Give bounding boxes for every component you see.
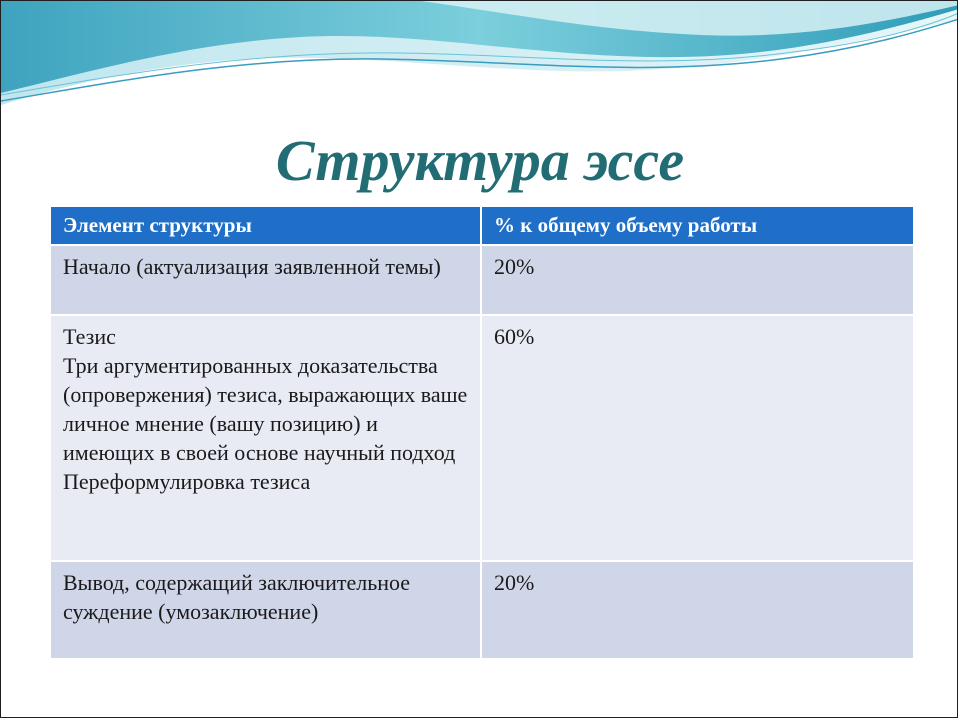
thesis-line: Тезис: [63, 324, 116, 349]
wave-decoration: [1, 1, 958, 111]
percent-cell: 60%: [481, 315, 914, 561]
column-header-percent: % к общему объему работы: [481, 206, 914, 245]
element-cell: Вывод, содержащий заключительное суждение (умозаключение): [50, 561, 481, 659]
percent-cell: 20%: [481, 561, 914, 659]
page-title: Структура эссе: [275, 128, 685, 193]
table-row: [50, 245, 914, 315]
rephrase-line: Переформулировка тезиса: [63, 469, 311, 494]
table-header-row: [50, 206, 914, 245]
element-cell: Начало (актуализация заявленной темы): [50, 245, 481, 315]
table-row: [50, 561, 914, 659]
column-header-element: Элемент структуры: [50, 206, 481, 245]
arguments-line: Три аргументированных доказательства (опровержения) тезиса, выражающих ваше личное мнение (вашу позицию) и имеющих в своей основе научный подход: [63, 353, 468, 465]
percent-cell: 20%: [481, 245, 914, 315]
element-cell: [50, 315, 481, 561]
table-row: [50, 315, 914, 561]
structure-table: [49, 205, 915, 660]
